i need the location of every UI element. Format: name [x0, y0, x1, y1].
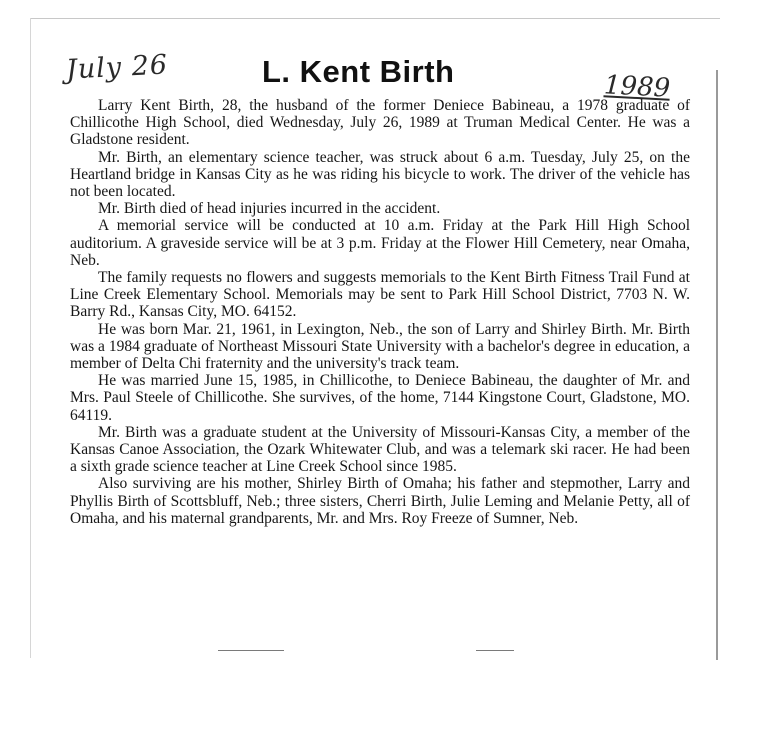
- headline: L. Kent Birth: [262, 54, 455, 89]
- paragraph-death-notice: Larry Kent Birth, 28, the husband of the former Deniece Babineau, a 1978 graduate of Chillicothe High School, died Wednesday, July 26, 1989 at Truman Medical Center. He was a Gladstone resident.: [70, 97, 690, 149]
- scan-edge-right: [716, 70, 718, 660]
- article-body: [70, 97, 690, 527]
- scan-edge-top: [30, 18, 720, 19]
- paragraph-cause: Mr. Birth died of head injuries incurred in the accident.: [98, 200, 441, 218]
- handwritten-year: 1989: [603, 70, 671, 104]
- paragraph-accident: Mr. Birth, an elementary science teacher, was struck about 6 a.m. Tuesday, July 25, on the Heartland bridge in Kansas City as he was riding his bicycle to work. The driver of the vehicle has not been located.: [70, 148, 690, 201]
- paragraph-services: A memorial service will be conducted at 10 a.m. Friday at the Park Hill High School auditorium. A graveside service will be at 3 p.m. Friday at the Flower Hill Cemetery, near Omaha, Neb.: [70, 217, 690, 269]
- paragraph-marriage: He was married June 15, 1985, in Chillicothe, to Deniece Babineau, the daughter of Mr. and Mrs. Paul Steele of Chillicothe. She survives, of the home, 7144 Kingstone Court, Gladstone, MO. 64119.: [70, 372, 690, 424]
- end-rule-left: [218, 650, 284, 651]
- scan-edge-left: [30, 18, 31, 658]
- paragraph-birth: He was born Mar. 21, 1961, in Lexington, Neb., the son of Larry and Shirley Birth. Mr. Birth was a 1984 graduate of Northeast Missouri State University with a bachelor's degree in education, a member of Delta Chi fraternity and the university's track team.: [70, 320, 690, 373]
- paragraph-career: Mr. Birth was a graduate student at the University of Missouri-Kansas City, a member of the Kansas Canoe Association, the Ozark Whitewater Club, and was a telemark ski racer. He had been a sixth grade science teacher at Line Creek School since 1985.: [70, 423, 690, 476]
- paragraph-survivors: Also surviving are his mother, Shirley Birth of Omaha; his father and stepmother, Larry and Phyllis Birth of Scottsbluff, Neb.; three sisters, Cherri Birth, Julie Leming and Melanie Petty, all of Omaha, and his maternal grandparents, Mr. and Mrs. Roy Freeze of Sumner, Neb.: [70, 475, 690, 527]
- end-rule-right: [476, 650, 514, 651]
- paragraph-memorials: The family requests no flowers and suggests memorials to the Kent Birth Fitness Trail Fund at Line Creek Elementary School. Memorials may be sent to Park Hill School District, 7703 N. W. Barry Rd., Kansas City, MO. 64152.: [70, 269, 690, 321]
- handwritten-date: July 26: [65, 49, 169, 86]
